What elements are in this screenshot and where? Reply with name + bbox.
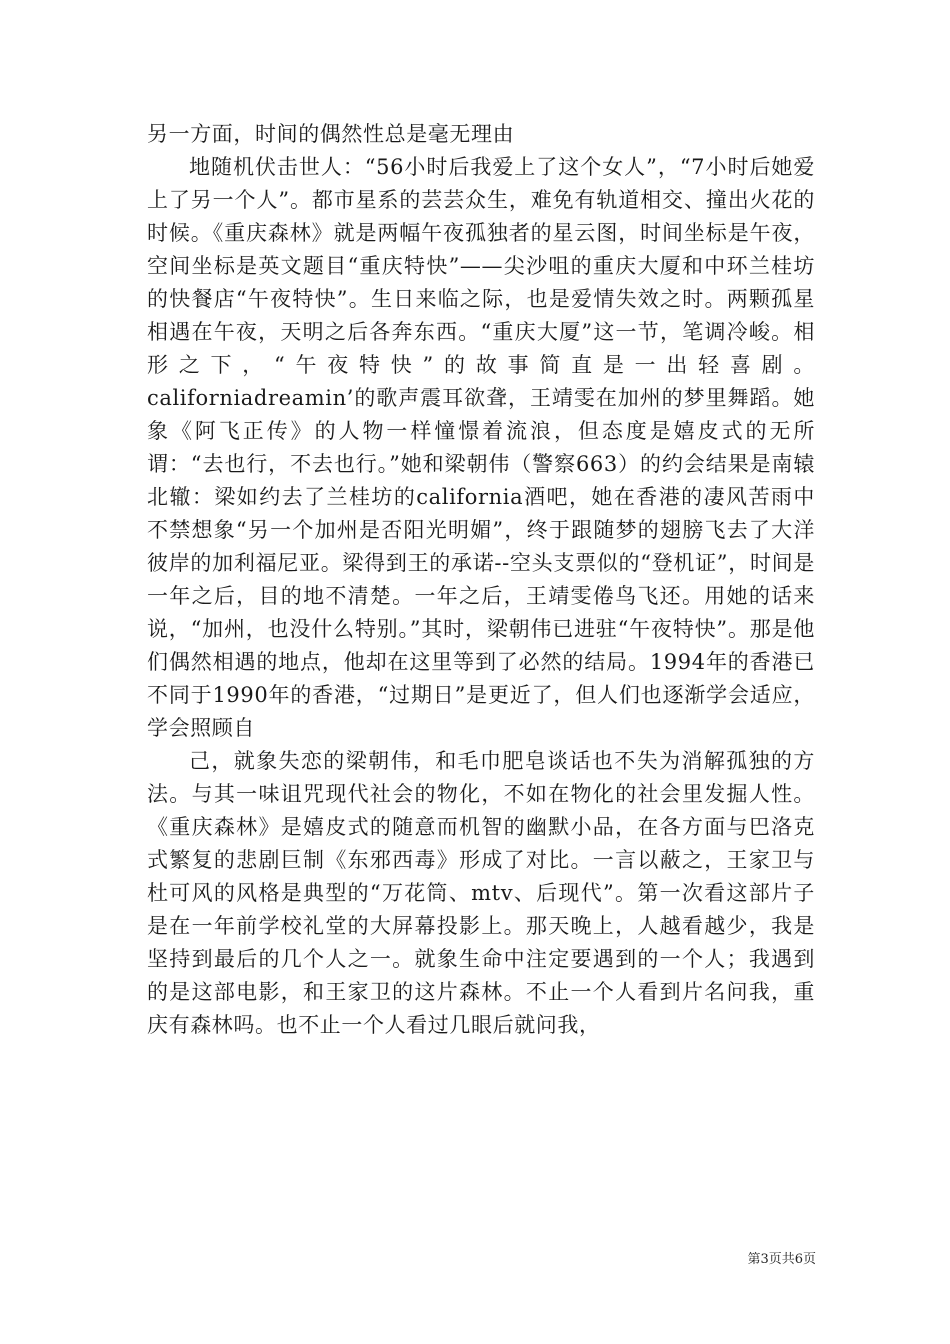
page-number-footer: 第3页共6页 bbox=[747, 1252, 816, 1267]
paragraph-2: 地随机伏击世人：“56小时后我爱上了这个女人”，“7小时后她爱上了另一个人”。都市星系的芸芸众生，难免有轨道相交、撞出火花的时候。《重庆森林》就是两幅午夜孤独者的星云图，时间坐标是午夜，空间坐标是英文题目“重庆特快”——尖沙咀的重庆大厦和中环兰桂坊的快餐店“午夜特快”。生日来临之际，也是爱情失效之时。两颗孤星相遇在午夜，天明之后各奔东西。“重庆大厦”这一节，笔调冷峻。相形之下，“午夜特快”的故事简直是一出轻喜剧。californiadreamin’的歌声震耳欲聋，王靖雯在加州的梦里舞蹈。她象《阿飞正传》的人物一样憧憬着流浪，但态度是嬉皮式的无所谓：“去也行，不去也行。”她和梁朝伟（警察663）的约会结果是南辕北辙：梁如约去了兰桂坊的california酒吧，她在香港的凄风苦雨中不禁想象“另一个加州是否阳光明媚”，终于跟随梦的翅膀飞去了大洋彼岸的加利福尼亚。梁得到王的承诺--空头支票似的“登机证”，时间是一年之后，目的地不清楚。一年之后，王靖雯倦鸟飞还。用她的话来说，“加州，也没什么特别。”其时，梁朝伟已进驻“午夜特快”。那是他们偶然相遇的地点，他却在这里等到了必然的结局。1994年的香港已不同于1990年的香港，“过期日”是更近了，但人们也逐渐学会适应，学会照顾自 bbox=[147, 155, 815, 740]
paragraph-1: 另一方面，时间的偶然性总是毫无理由 bbox=[147, 122, 515, 146]
paragraph-3: 己，就象失恋的梁朝伟，和毛巾肥皂谈话也不失为消解孤独的方法。与其一味诅咒现代社会的物化，不如在物化的社会里发掘人性。《重庆森林》是嬉皮式的随意而机智的幽默小品，在各方面与巴洛克式繁复的悲剧巨制《东邪西毒》形成了对比。一言以蔽之，王家卫与杜可风的风格是典型的“万花筒、mtv、后现代”。第一次看这部片子是在一年前学校礼堂的大屏幕投影上。那天晚上，人越看越少，我是坚持到最后的几个人之一。就象生命中注定要遇到的一个人；我遇到的是这部电影，和王家卫的这片森林。不止一个人看到片名问我，重庆有森林吗。也不止一个人看过几眼后就问我， bbox=[147, 749, 815, 1037]
body-text bbox=[147, 118, 815, 1042]
